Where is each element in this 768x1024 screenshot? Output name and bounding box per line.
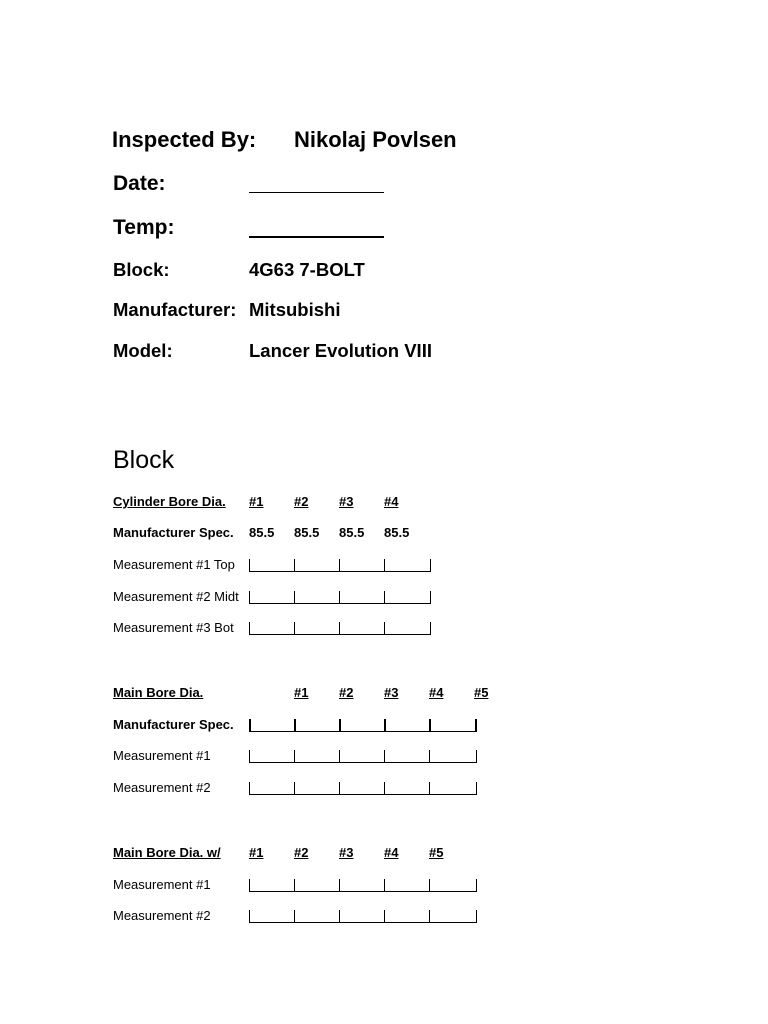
cell-divider xyxy=(430,559,431,571)
main-bore-col-2: #2 xyxy=(339,685,354,700)
cell-divider xyxy=(249,559,250,571)
date-blank-line xyxy=(249,192,384,193)
main-bore-spec-label: Manufacturer Spec. xyxy=(113,717,234,732)
cell-divider xyxy=(249,782,250,794)
block-label: Block: xyxy=(113,259,170,280)
cell-divider xyxy=(249,910,250,922)
cylinder-measurement-2-label: Measurement #2 Midt xyxy=(113,589,239,604)
cell-divider xyxy=(384,559,385,571)
date-label: Date: xyxy=(113,172,166,195)
cell-divider xyxy=(339,750,340,762)
main-bore-w-measurement-1-label: Measurement #1 xyxy=(113,877,211,892)
cell-divider xyxy=(249,879,250,891)
cell-divider xyxy=(294,719,296,731)
cell-divider xyxy=(339,719,341,731)
cell-divider xyxy=(384,782,385,794)
cell-divider xyxy=(384,879,385,891)
cell-divider xyxy=(294,782,295,794)
main-bore-w-measurement-2-cells[interactable] xyxy=(249,908,477,923)
cylinder-col-3: #3 xyxy=(339,494,354,509)
cell-divider xyxy=(384,622,385,634)
section-title: Block xyxy=(113,446,175,474)
cell-divider xyxy=(249,591,250,603)
cell-divider xyxy=(476,750,477,762)
cell-divider xyxy=(339,559,340,571)
cylinder-title: Cylinder Bore Dia. xyxy=(113,494,226,509)
cell-divider xyxy=(476,782,477,794)
cell-divider xyxy=(294,750,295,762)
main-bore-w-col-2: #2 xyxy=(294,845,309,860)
cell-divider xyxy=(339,879,340,891)
cell-divider xyxy=(429,910,430,922)
main-bore-measurement-2-cells[interactable] xyxy=(249,780,477,795)
main-bore-w-col-3: #3 xyxy=(339,845,354,860)
cylinder-measurement-2-cells[interactable] xyxy=(249,589,431,604)
inspected-by-label: Inspected By: xyxy=(112,127,257,152)
cylinder-col-2: #2 xyxy=(294,494,309,509)
block-value: 4G63 7-BOLT xyxy=(249,259,365,280)
model-label: Model: xyxy=(113,340,173,361)
cell-divider xyxy=(339,622,340,634)
cell-divider xyxy=(294,591,295,603)
main-bore-col-1: #1 xyxy=(294,685,309,700)
cell-divider xyxy=(476,910,477,922)
model-value: Lancer Evolution VIII xyxy=(249,340,432,361)
cell-divider xyxy=(475,719,477,731)
cell-divider xyxy=(429,750,430,762)
main-bore-col-3: #3 xyxy=(384,685,399,700)
manufacturer-label: Manufacturer: xyxy=(113,299,237,320)
main-bore-w-measurement-2-label: Measurement #2 xyxy=(113,908,211,923)
inspected-by-value: Nikolaj Povlsen xyxy=(294,127,457,152)
cell-divider xyxy=(384,910,385,922)
main-bore-w-col-5: #5 xyxy=(429,845,444,860)
cell-divider xyxy=(476,879,477,891)
cylinder-spec-2: 85.5 xyxy=(294,525,320,540)
cylinder-spec-1: 85.5 xyxy=(249,525,275,540)
cell-divider xyxy=(429,719,431,731)
cell-divider xyxy=(430,591,431,603)
cell-divider xyxy=(384,719,386,731)
main-bore-measurement-2-label: Measurement #2 xyxy=(113,780,211,795)
main-bore-w-measurement-1-cells[interactable] xyxy=(249,877,477,892)
main-bore-w-title: Main Bore Dia. w/ xyxy=(113,845,221,860)
cell-divider xyxy=(429,782,430,794)
cell-divider xyxy=(294,622,295,634)
cell-divider xyxy=(339,910,340,922)
cylinder-spec-3: 85.5 xyxy=(339,525,365,540)
cylinder-measurement-3-label: Measurement #3 Bot xyxy=(113,620,234,635)
cell-divider xyxy=(294,910,295,922)
cylinder-col-1: #1 xyxy=(249,494,264,509)
cell-divider xyxy=(339,782,340,794)
cell-divider xyxy=(430,622,431,634)
main-bore-col-5: #5 xyxy=(474,685,489,700)
cylinder-measurement-3-cells[interactable] xyxy=(249,620,431,635)
cylinder-col-4: #4 xyxy=(384,494,399,509)
cell-divider xyxy=(384,750,385,762)
cylinder-measurement-1-cells[interactable] xyxy=(249,557,431,572)
cell-divider xyxy=(249,719,251,731)
cell-divider xyxy=(294,559,295,571)
cylinder-spec-4: 85.5 xyxy=(384,525,410,540)
main-bore-spec-cells[interactable] xyxy=(249,717,477,732)
manufacturer-value: Mitsubishi xyxy=(249,299,341,320)
temp-label: Temp: xyxy=(113,216,175,239)
main-bore-w-col-1: #1 xyxy=(249,845,264,860)
main-bore-w-col-4: #4 xyxy=(384,845,399,860)
cell-divider xyxy=(249,622,250,634)
main-bore-col-4: #4 xyxy=(429,685,444,700)
cell-divider xyxy=(339,591,340,603)
cell-divider xyxy=(294,879,295,891)
cell-divider xyxy=(384,591,385,603)
cell-divider xyxy=(249,750,250,762)
cylinder-spec-label: Manufacturer Spec. xyxy=(113,525,234,540)
main-bore-measurement-1-cells[interactable] xyxy=(249,748,477,763)
main-bore-measurement-1-label: Measurement #1 xyxy=(113,748,211,763)
main-bore-title: Main Bore Dia. xyxy=(113,685,204,700)
temp-blank-line xyxy=(249,236,384,238)
cylinder-measurement-1-label: Measurement #1 Top xyxy=(113,557,235,572)
cell-divider xyxy=(429,879,430,891)
